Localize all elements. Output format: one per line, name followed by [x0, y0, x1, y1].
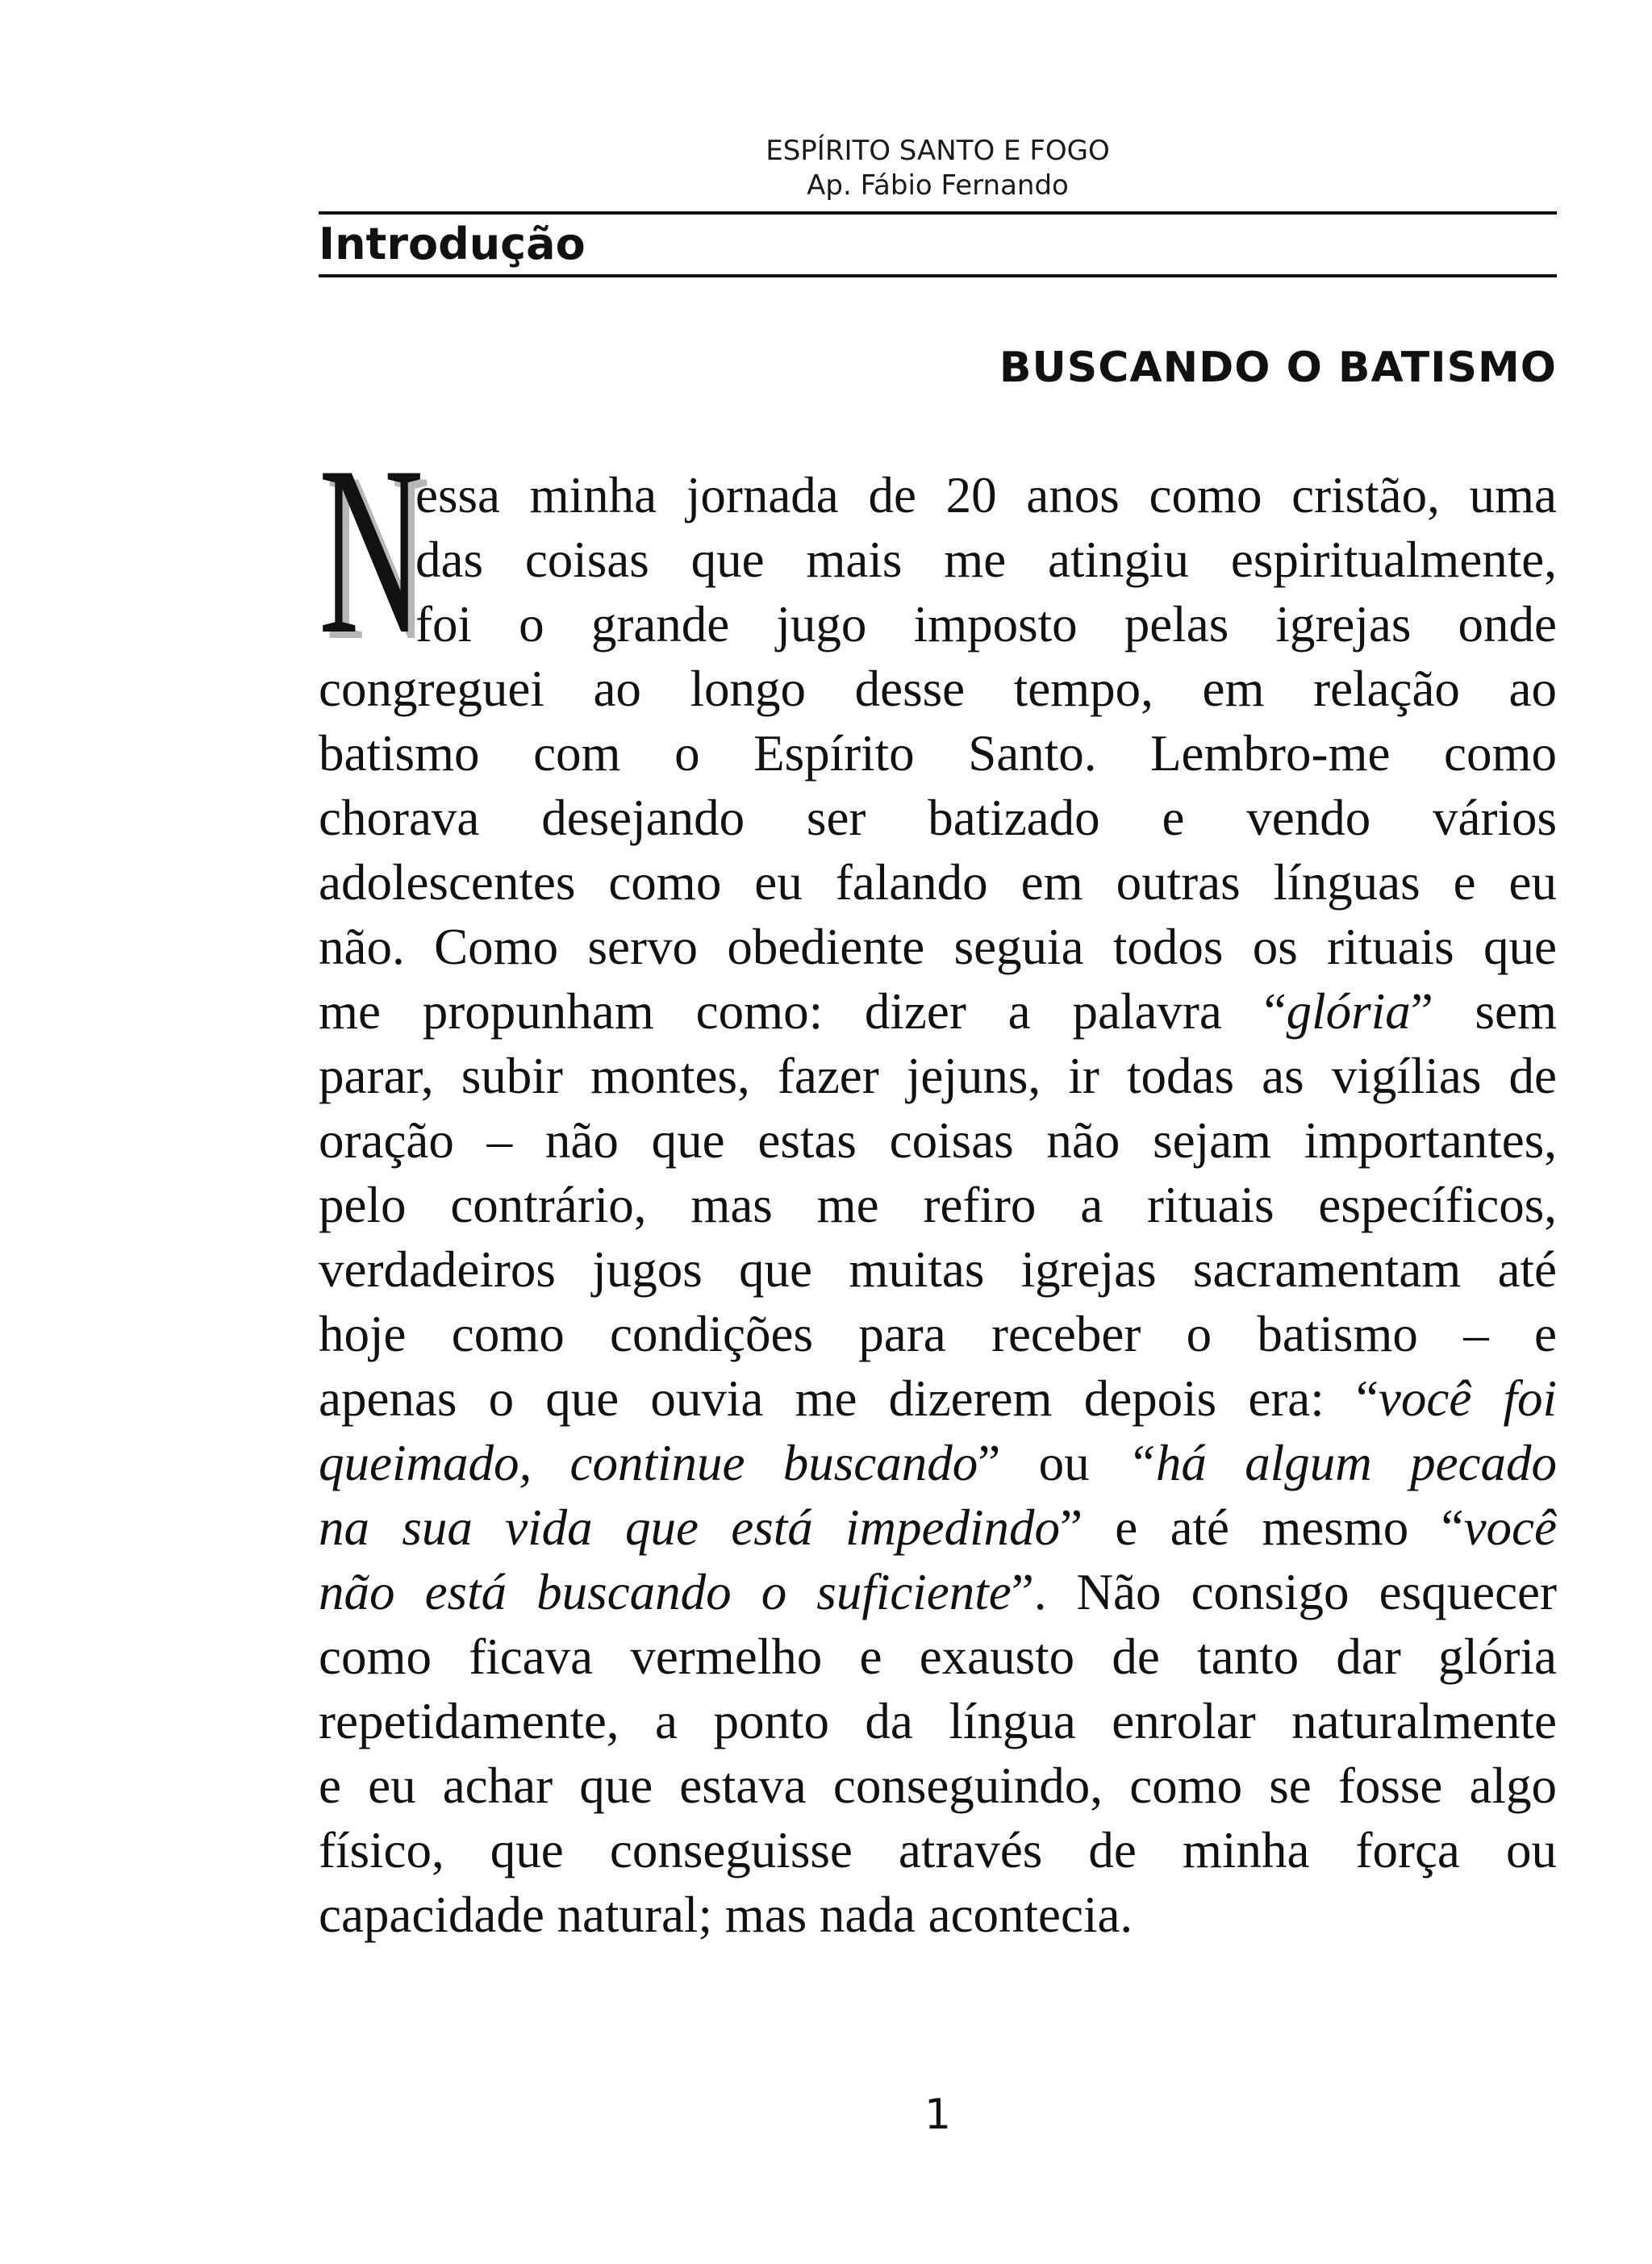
text-segment: verdadeiros jugos que muitas igrejas sacramentam até [319, 1241, 1557, 1298]
text-line [319, 1882, 1557, 1947]
text-line [319, 1689, 1557, 1753]
text-segment: oração – não que estas coisas não sejam importantes, [319, 1112, 1557, 1169]
text-segment: das coisas que mais me atingiu espiritualmente, [415, 532, 1557, 588]
document-page [319, 0, 1557, 2264]
text-segment: pelo contrário, mas me refiro a rituais específicos, [319, 1177, 1557, 1233]
text-line [319, 915, 1557, 979]
text-segment: chorava desejando ser batizado e vendo vários [319, 790, 1557, 846]
text-line [319, 979, 1557, 1044]
italic-segment: glória [1286, 983, 1411, 1040]
text-line [319, 1560, 1557, 1624]
text-segment: ” e até mesmo “ [1060, 1499, 1464, 1556]
text-line [319, 1495, 1557, 1560]
text-line [319, 786, 1557, 850]
text-segment: batismo com o Espírito Santo. Lembro-me como [319, 725, 1557, 782]
text-segment: parar, subir montes, fazer jejuns, ir todas as vigílias de [319, 1048, 1557, 1104]
text-segment: ” sem [1410, 983, 1557, 1040]
text-line [319, 850, 1557, 915]
text-line [319, 1044, 1557, 1108]
text-line [319, 1431, 1557, 1495]
text-segment: essa minha jornada de 20 anos como cristão, uma [415, 467, 1557, 523]
author-name: Ap. Fábio Fernando [807, 169, 1069, 202]
text-line [319, 1818, 1557, 1882]
text-line [319, 1108, 1557, 1173]
text-line [319, 1237, 1557, 1302]
book-title: ESPÍRITO SANTO E FOGO [766, 135, 1110, 167]
body-paragraph [319, 463, 1557, 1947]
chapter-label: Introdução [319, 219, 586, 269]
text-segment: não. Como servo obediente seguia todos os rituais que [319, 919, 1557, 975]
text-line [319, 657, 1557, 721]
italic-segment: “há algum pecado [1127, 1435, 1557, 1491]
text-segment: apenas o que ouvia me dizerem depois era: “ [319, 1370, 1379, 1427]
text-line [319, 463, 1557, 527]
italic-segment: na sua vida que está impedindo [319, 1499, 1060, 1556]
page-number: 1 [924, 2091, 952, 2139]
text-line [319, 1302, 1557, 1366]
text-segment: congreguei ao longo desse tempo, em relação ao [319, 661, 1557, 717]
text-segment: ”. Não consigo esquecer [1011, 1564, 1557, 1620]
italic-segment: não está buscando o suficiente [319, 1564, 1012, 1620]
section-title: BUSCANDO O BATISMO [999, 344, 1557, 392]
italic-segment: você foi [1378, 1370, 1557, 1427]
text-segment: como ficava vermelho e exausto de tanto dar glória [319, 1628, 1557, 1685]
text-line [319, 1366, 1557, 1431]
running-header [319, 134, 1557, 203]
text-segment: e eu achar que estava conseguindo, como se fosse algo [319, 1757, 1557, 1814]
italic-segment: queimado, continue buscando [319, 1435, 978, 1491]
text-segment: físico, que conseguisse através de minha força ou [319, 1822, 1557, 1878]
text-segment: ” ou [978, 1435, 1128, 1491]
text-line [319, 592, 1557, 657]
text-segment: hoje como condições para receber o batismo – e [319, 1306, 1557, 1362]
header-rule-bottom [319, 274, 1557, 277]
text-line [319, 527, 1557, 592]
header-rule-top [319, 211, 1557, 215]
text-line [319, 1753, 1557, 1818]
text-segment: adolescentes como eu falando em outras línguas e eu [319, 854, 1557, 911]
text-segment: repetidamente, a ponto da língua enrolar naturalmente [319, 1693, 1557, 1749]
italic-segment: você [1463, 1499, 1557, 1556]
text-segment: foi o grande jugo imposto pelas igrejas onde [415, 596, 1557, 653]
text-line [319, 1624, 1557, 1689]
drop-cap-letter: N [319, 416, 423, 684]
text-line [319, 721, 1557, 786]
text-segment: capacidade natural; mas nada acontecia. [319, 1887, 1133, 1943]
text-segment: me propunham como: dizer a palavra “ [319, 983, 1287, 1040]
text-line [319, 1173, 1557, 1237]
